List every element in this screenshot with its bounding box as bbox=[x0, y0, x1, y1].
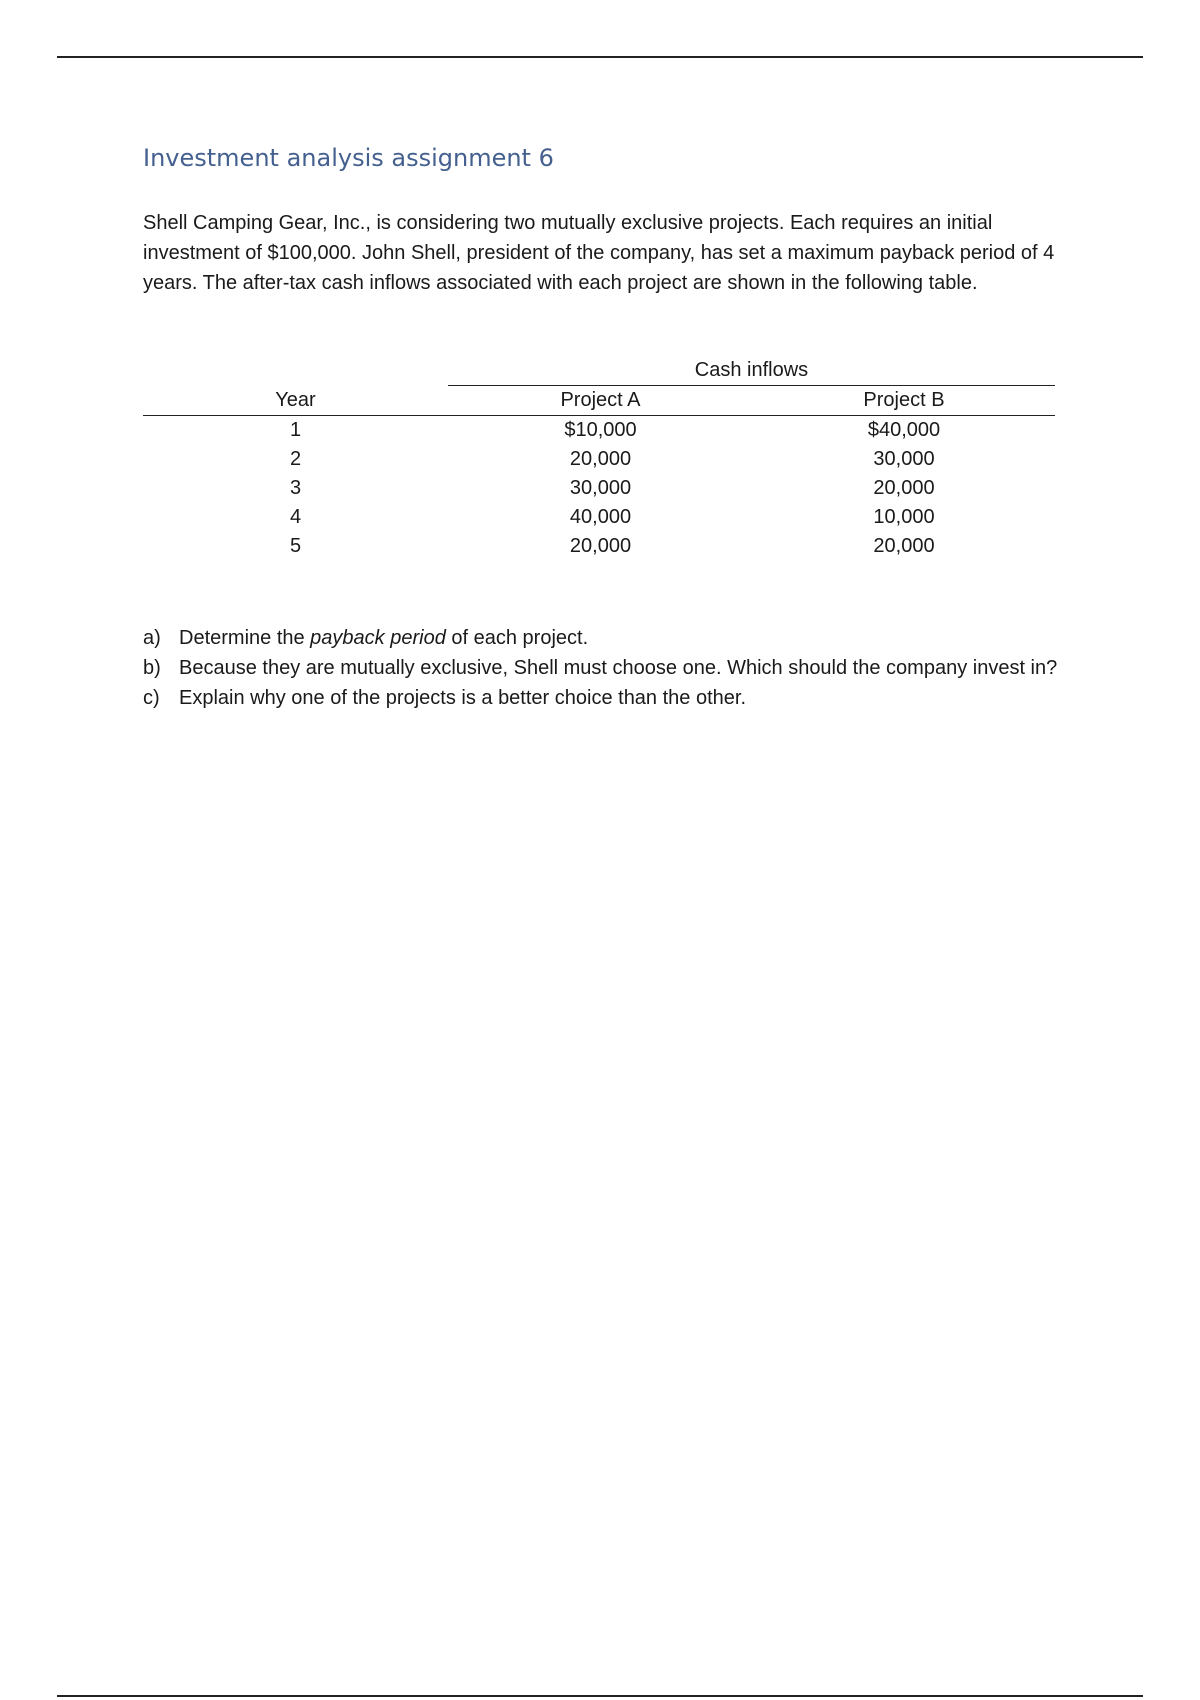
project-b-cell: $40,000 bbox=[867, 419, 941, 441]
table-row bbox=[143, 474, 1055, 503]
table-group-header-row bbox=[143, 356, 1055, 386]
year-cell: 4 bbox=[289, 506, 302, 528]
project-a-cell: $10,000 bbox=[564, 419, 637, 441]
year-cell: 5 bbox=[289, 535, 302, 557]
project-b-cell: 30,000 bbox=[873, 448, 935, 470]
table-row bbox=[143, 416, 1055, 446]
column-header-project-a: Project A bbox=[448, 386, 753, 416]
project-b-cell: 10,000 bbox=[873, 506, 935, 528]
project-a-cell: 20,000 bbox=[569, 535, 632, 557]
question-letter: c) bbox=[143, 687, 160, 709]
project-a-cell: 40,000 bbox=[569, 506, 632, 528]
table-group-spacer bbox=[143, 356, 448, 386]
question-text: Explain why one of the projects is a better choice than the other. bbox=[179, 687, 747, 709]
intro-paragraph: Shell Camping Gear, Inc., is considering two mutually exclusive projects. Each requires an initial investment of $100,000. John Shell, president of the company, has set a maximum payback period of 4 years. The after-tax cash inflows associated with each project are shown in the following table. bbox=[143, 212, 1055, 294]
column-header-project-b: Project B bbox=[753, 386, 1055, 416]
cash-inflows-table-container bbox=[143, 356, 1055, 561]
table-header-row bbox=[143, 386, 1055, 416]
column-header-year: Year bbox=[143, 386, 448, 416]
project-a-cell: 20,000 bbox=[569, 448, 632, 470]
question-text-post: of each project. bbox=[445, 627, 589, 649]
table-row bbox=[143, 503, 1055, 532]
question-text: Because they are mutually exclusive, Shell must choose one. Which should the company invest in? bbox=[179, 657, 1058, 679]
table-group-header: Cash inflows bbox=[448, 356, 1055, 386]
project-a-cell: 30,000 bbox=[569, 477, 632, 499]
question-item-a bbox=[143, 623, 1073, 653]
question-text-emphasis: payback period bbox=[310, 627, 446, 649]
question-letter: b) bbox=[143, 657, 161, 679]
project-b-cell: 20,000 bbox=[873, 535, 935, 557]
table-row bbox=[143, 445, 1055, 474]
question-list bbox=[143, 623, 1073, 713]
year-cell: 3 bbox=[289, 477, 302, 499]
year-cell: 2 bbox=[289, 448, 302, 470]
table-row bbox=[143, 532, 1055, 561]
project-b-cell: 20,000 bbox=[873, 477, 935, 499]
question-text-pre: Determine the bbox=[179, 627, 311, 649]
header-rule bbox=[57, 56, 1143, 58]
question-letter: a) bbox=[143, 627, 161, 649]
footer-rule bbox=[57, 1695, 1143, 1697]
question-item-c bbox=[143, 683, 1073, 713]
question-text bbox=[179, 623, 1073, 653]
document-title: Investment analysis assignment 6 bbox=[143, 144, 554, 172]
question-item-b bbox=[143, 653, 1073, 683]
cash-inflows-table bbox=[143, 356, 1055, 561]
year-cell: 1 bbox=[289, 419, 302, 441]
